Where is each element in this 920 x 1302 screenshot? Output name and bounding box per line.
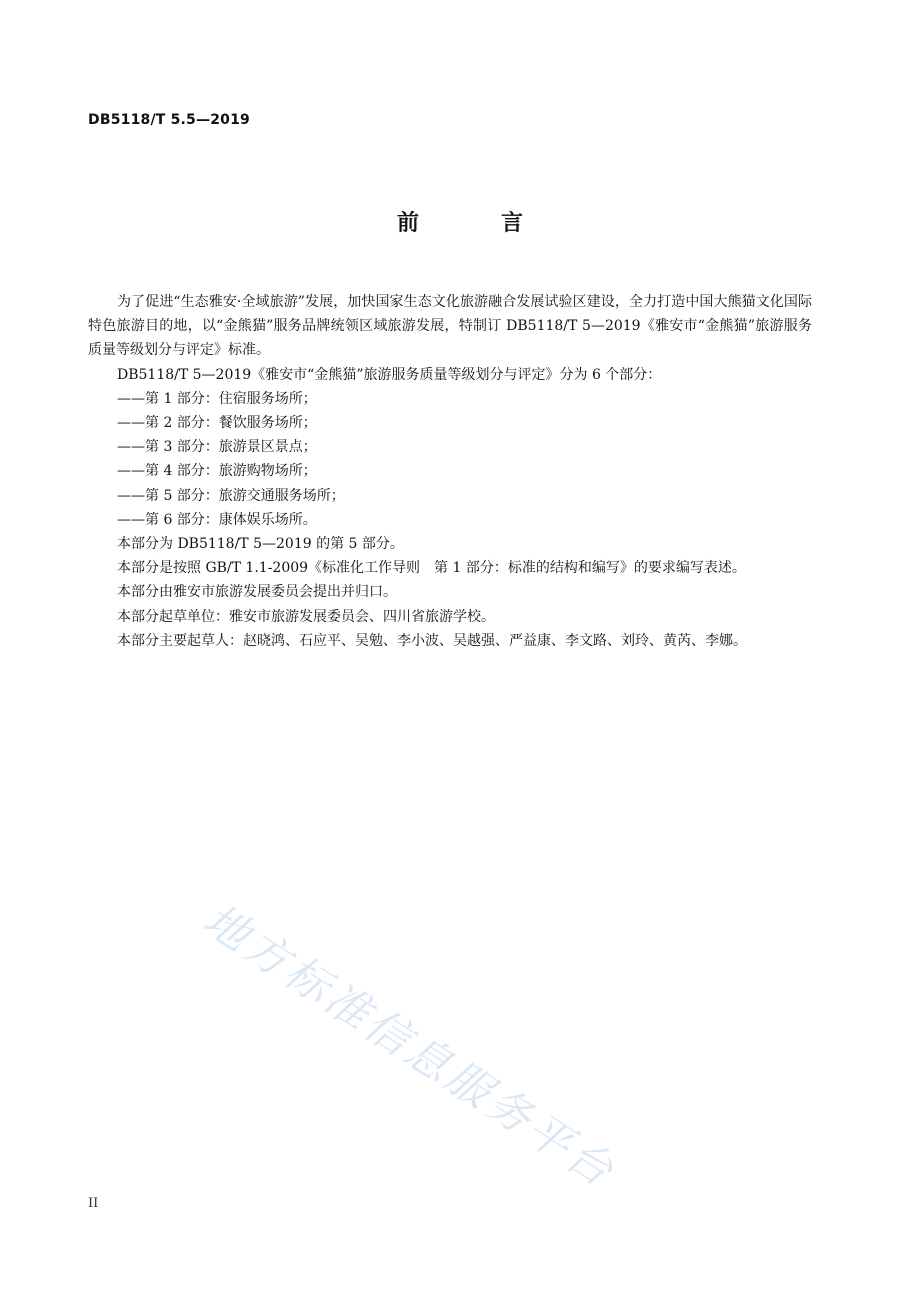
part-list-item: ——第 6 部分：康体娱乐场所。 bbox=[117, 511, 317, 528]
foreword-body bbox=[88, 290, 812, 653]
page-number: II bbox=[88, 1196, 99, 1211]
proposed-by-paragraph: 本部分由雅安市旅游发展委员会提出并归口。 bbox=[117, 584, 397, 601]
parts-intro-paragraph: DB5118/T 5—2019《雅安市“金熊猫”旅游服务质量等级划分与评定》分为 6 个部分： bbox=[117, 366, 662, 383]
drafters-paragraph: 本部分主要起草人：赵晓鸿、石应平、吴勉、李小波、吴越强、严益康、李文路、刘玲、黄芮、李娜。 bbox=[117, 632, 747, 649]
part-list-item: ——第 4 部分：旅游购物场所； bbox=[117, 463, 317, 480]
part-list-item: ——第 1 部分：住宿服务场所； bbox=[117, 390, 317, 407]
part-list-item: ——第 2 部分：餐饮服务场所； bbox=[117, 415, 317, 432]
part-list-item: ——第 5 部分：旅游交通服务场所； bbox=[117, 487, 345, 504]
this-part-paragraph: 本部分为 DB5118/T 5—2019 的第 5 部分。 bbox=[117, 536, 404, 553]
intro-paragraph: 为了促进“生态雅安·全域旅游”发展，加快国家生态文化旅游融合发展试验区建设，全力打造中国大熊猫文化国际特色旅游目的地，以“金熊猫”服务品牌统领区域旅游发展，特制订 DB5118/T 5—2019《雅安市“金熊猫”旅游服务质量等级划分与评定》标准。 bbox=[88, 294, 812, 359]
standard-code: DB5118/T 5.5—2019 bbox=[88, 112, 250, 128]
page-title: 前 言 bbox=[396, 211, 553, 236]
drafting-units-paragraph: 本部分起草单位：雅安市旅游发展委员会、四川省旅游学校。 bbox=[117, 608, 495, 625]
watermark-text: 地方标准信息服务平台 bbox=[194, 894, 625, 1199]
part-list-item: ——第 3 部分：旅游景区景点； bbox=[117, 439, 317, 456]
drafting-rules-paragraph: 本部分是按照 GB/T 1.1-2009《标准化工作导则 第 1 部分：标准的结构和编写》的要求编写表述。 bbox=[117, 560, 746, 577]
